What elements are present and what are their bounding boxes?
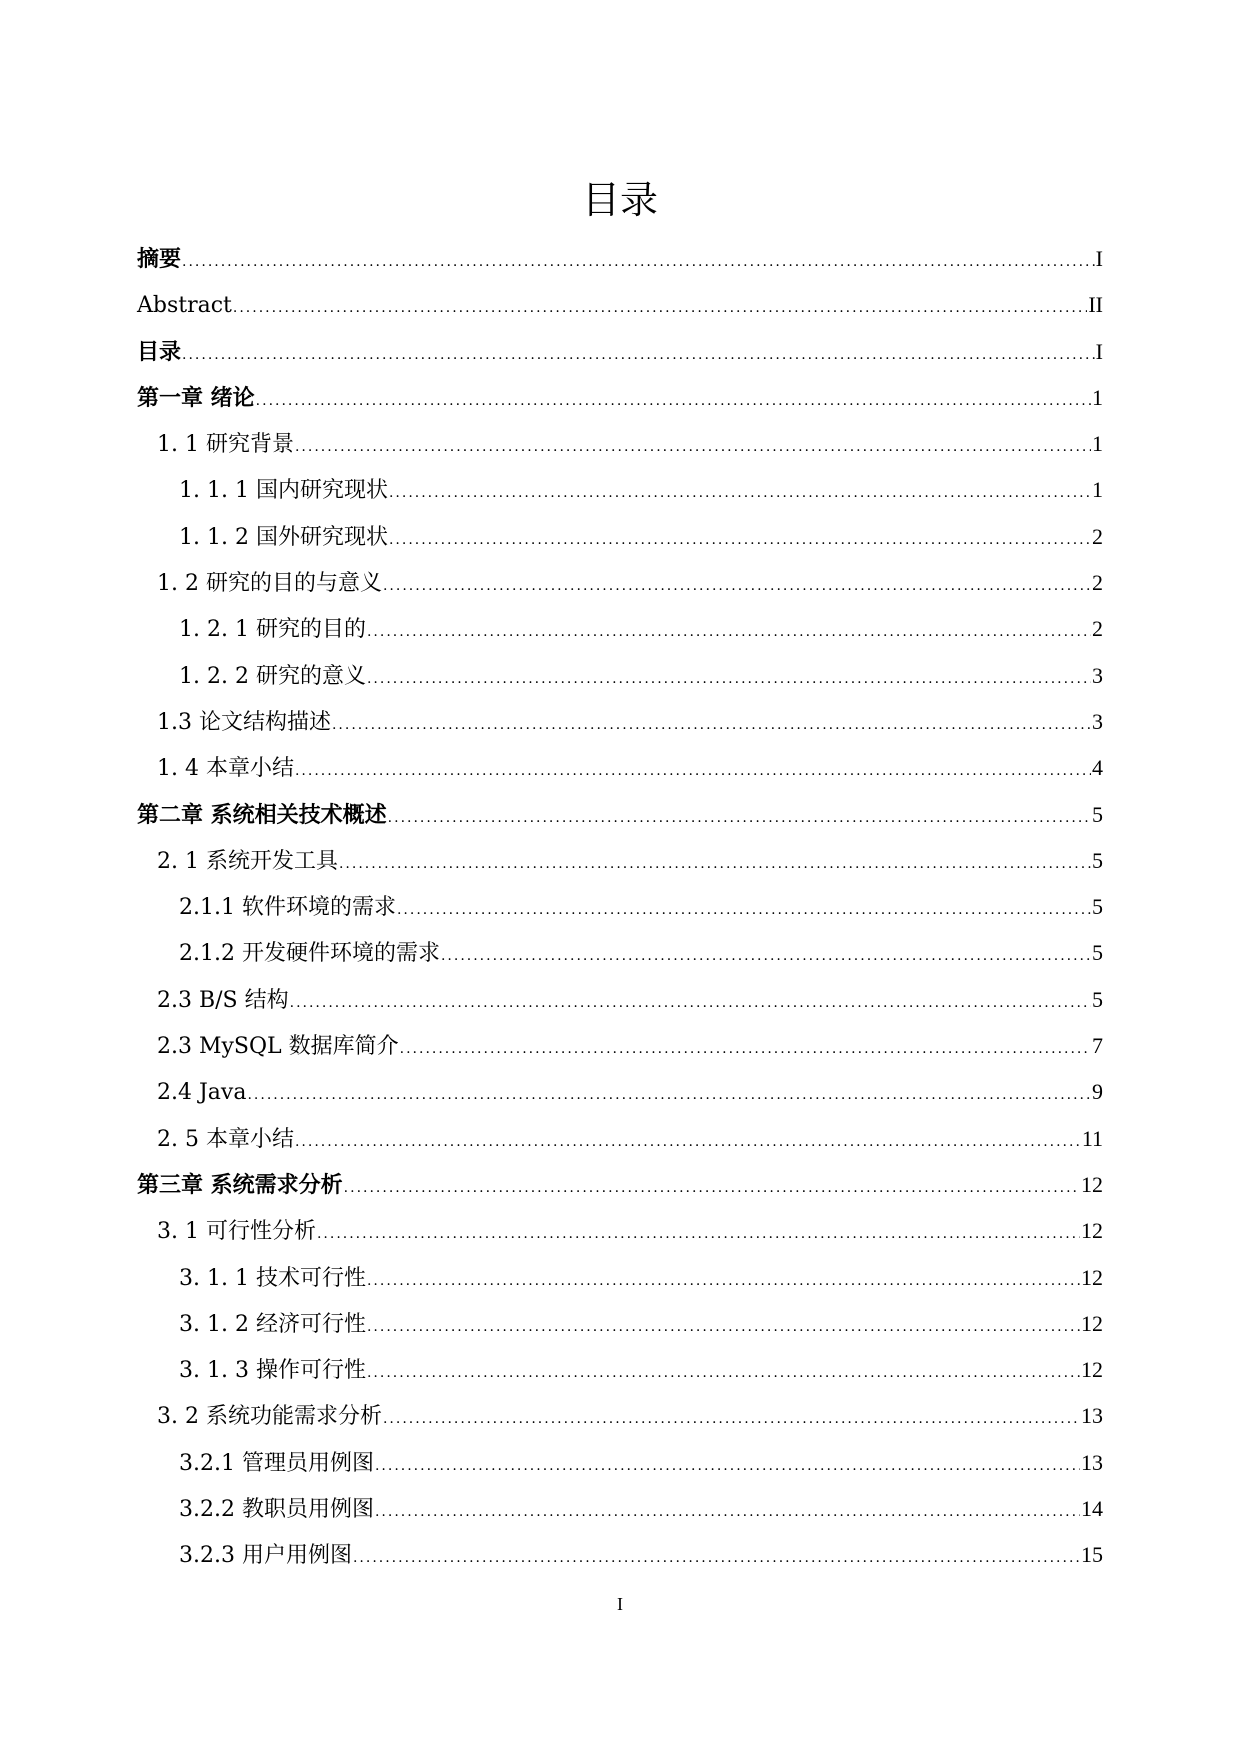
toc-entry-page-number: 9: [1092, 1079, 1103, 1105]
toc-entry-label: 第二章 系统相关技术概述: [137, 802, 387, 828]
toc-entry-page-number: II: [1088, 292, 1103, 318]
table-of-contents: [137, 236, 1103, 1579]
toc-entry[interactable]: [137, 1347, 1103, 1393]
toc-entry-page-number: 15: [1081, 1542, 1103, 1568]
toc-entry[interactable]: [137, 282, 1103, 328]
toc-entry-page-number: 1: [1092, 384, 1103, 410]
toc-entry-label: 2. 1 系统开发工具: [157, 848, 338, 874]
toc-entry-label: 1. 4 本章小结: [157, 756, 294, 782]
toc-entry-label: 2.4 Java: [157, 1080, 247, 1106]
dot-leader: [375, 1489, 1080, 1535]
toc-entry-page-number: 12: [1081, 1218, 1103, 1244]
dot-leader: [400, 1026, 1091, 1072]
dot-leader: [367, 656, 1091, 702]
toc-entry-page-number: I: [1095, 338, 1103, 364]
toc-entry[interactable]: [137, 1162, 1103, 1208]
toc-entry-label: 1. 2. 1 研究的目的: [179, 617, 366, 643]
dot-leader: [332, 702, 1091, 748]
toc-entry-label: 2.1.2 开发硬件环境的需求: [179, 941, 440, 967]
toc-entry-page-number: 11: [1081, 1125, 1103, 1151]
toc-entry[interactable]: [137, 653, 1103, 699]
toc-entry-label: 2.3 MySQL 数据库简介: [157, 1034, 399, 1060]
toc-entry-label: 3.2.2 教职员用例图: [179, 1497, 374, 1523]
dot-leader: [367, 1258, 1080, 1304]
toc-entry-page-number: 2: [1092, 523, 1103, 549]
dot-leader: [182, 332, 1095, 378]
toc-entry[interactable]: [137, 1069, 1103, 1115]
dot-leader: [397, 887, 1091, 933]
toc-entry[interactable]: [137, 930, 1103, 976]
toc-entry-label: 1. 1. 1 国内研究现状: [179, 478, 388, 504]
toc-entry-page-number: 5: [1092, 940, 1103, 966]
dot-leader: [182, 239, 1095, 285]
toc-entry-page-number: 5: [1092, 986, 1103, 1012]
toc-entry-label: 摘要: [137, 247, 182, 272]
dot-leader: [295, 748, 1091, 794]
toc-entry[interactable]: [137, 514, 1103, 560]
dot-leader: [389, 517, 1091, 563]
toc-entry[interactable]: [137, 1301, 1103, 1347]
toc-entry-label: 2. 5 本章小结: [157, 1126, 294, 1152]
toc-entry-page-number: 1: [1092, 477, 1103, 503]
toc-entry[interactable]: [137, 792, 1103, 838]
toc-entry-page-number: 3: [1092, 708, 1103, 734]
toc-entry[interactable]: [137, 977, 1103, 1023]
toc-entry-label: 3. 1 可行性分析: [157, 1219, 316, 1245]
dot-leader: [383, 563, 1091, 609]
toc-entry[interactable]: [137, 838, 1103, 884]
page-title: 目录: [581, 178, 658, 222]
toc-entry-label: 第三章 系统需求分析: [137, 1172, 343, 1198]
toc-entry[interactable]: [137, 421, 1103, 467]
toc-entry-label: 目录: [137, 339, 182, 365]
toc-entry[interactable]: [137, 1208, 1103, 1254]
toc-entry-page-number: 12: [1081, 1357, 1103, 1383]
toc-entry-page-number: 5: [1092, 894, 1103, 920]
dot-leader: [353, 1535, 1080, 1581]
dot-leader: [290, 980, 1091, 1026]
toc-entry-page-number: 14: [1081, 1496, 1103, 1522]
toc-entry[interactable]: [137, 1486, 1103, 1532]
toc-entry-label: 第一章 绪论: [137, 385, 255, 411]
toc-entry-label: 3. 2 系统功能需求分析: [157, 1404, 382, 1430]
toc-entry-label: 1.3 论文结构描述: [157, 709, 331, 735]
toc-entry[interactable]: [137, 1440, 1103, 1486]
toc-entry-label: 3. 1. 1 技术可行性: [179, 1265, 366, 1291]
toc-entry[interactable]: [137, 560, 1103, 606]
dot-leader: [383, 1396, 1080, 1442]
toc-entry-label: 1. 1. 2 国外研究现状: [179, 524, 388, 550]
toc-entry-page-number: 12: [1081, 1310, 1103, 1336]
toc-entry-label: 2.1.1 软件环境的需求: [179, 895, 396, 921]
toc-entry[interactable]: [137, 745, 1103, 791]
toc-entry-label: 3.2.1 管理员用例图: [179, 1450, 374, 1476]
toc-entry[interactable]: [137, 1255, 1103, 1301]
toc-entry-page-number: 2: [1092, 570, 1103, 596]
dot-leader: [388, 795, 1091, 841]
toc-entry-label: 3. 1. 3 操作可行性: [179, 1358, 366, 1384]
toc-entry[interactable]: [137, 375, 1103, 421]
toc-entry-page-number: 4: [1092, 755, 1103, 781]
toc-entry-page-number: 2: [1092, 616, 1103, 642]
toc-entry-label: 3.2.3 用户用例图: [179, 1543, 352, 1569]
toc-entry[interactable]: [137, 329, 1103, 375]
dot-leader: [441, 933, 1091, 979]
dot-leader: [375, 1443, 1080, 1489]
dot-leader: [367, 1304, 1080, 1350]
toc-entry-page-number: 3: [1092, 662, 1103, 688]
toc-entry-label: 1. 2. 2 研究的意义: [179, 663, 366, 689]
toc-entry-page-number: 5: [1092, 801, 1103, 827]
toc-entry[interactable]: [137, 606, 1103, 652]
toc-entry[interactable]: [137, 1023, 1103, 1069]
dot-leader: [344, 1165, 1080, 1211]
toc-entry-page-number: 5: [1092, 847, 1103, 873]
dot-leader: [389, 470, 1091, 516]
dot-leader: [339, 841, 1091, 887]
toc-entry-page-number: 13: [1081, 1449, 1103, 1475]
dot-leader: [295, 424, 1091, 470]
toc-entry[interactable]: [137, 1532, 1103, 1578]
toc-entry-label: 3. 1. 2 经济可行性: [179, 1311, 366, 1337]
toc-entry-page-number: 13: [1081, 1403, 1103, 1429]
toc-entry[interactable]: [137, 884, 1103, 930]
toc-entry-page-number: 1: [1092, 431, 1103, 457]
toc-entry[interactable]: [137, 236, 1103, 282]
toc-entry-label: Abstract: [137, 293, 232, 319]
footer-page-number: I: [617, 1594, 623, 1614]
toc-entry-page-number: 7: [1092, 1033, 1103, 1059]
toc-entry[interactable]: [137, 1393, 1103, 1439]
dot-leader: [367, 1350, 1080, 1396]
dot-leader: [256, 378, 1091, 424]
toc-entry[interactable]: [137, 1116, 1103, 1162]
dot-leader: [317, 1211, 1080, 1257]
toc-entry[interactable]: [137, 699, 1103, 745]
toc-entry-label: 1. 2 研究的目的与意义: [157, 571, 382, 597]
dot-leader: [247, 1072, 1091, 1118]
toc-entry-page-number: 12: [1081, 1171, 1103, 1197]
dot-leader: [295, 1119, 1081, 1165]
toc-entry-page-number: 12: [1081, 1264, 1103, 1290]
dot-leader: [367, 609, 1091, 655]
toc-entry-page-number: I: [1095, 246, 1103, 271]
toc-entry[interactable]: [137, 467, 1103, 513]
dot-leader: [233, 285, 1087, 331]
toc-entry-label: 1. 1 研究背景: [157, 432, 294, 458]
toc-entry-label: 2.3 B/S 结构: [157, 987, 289, 1013]
